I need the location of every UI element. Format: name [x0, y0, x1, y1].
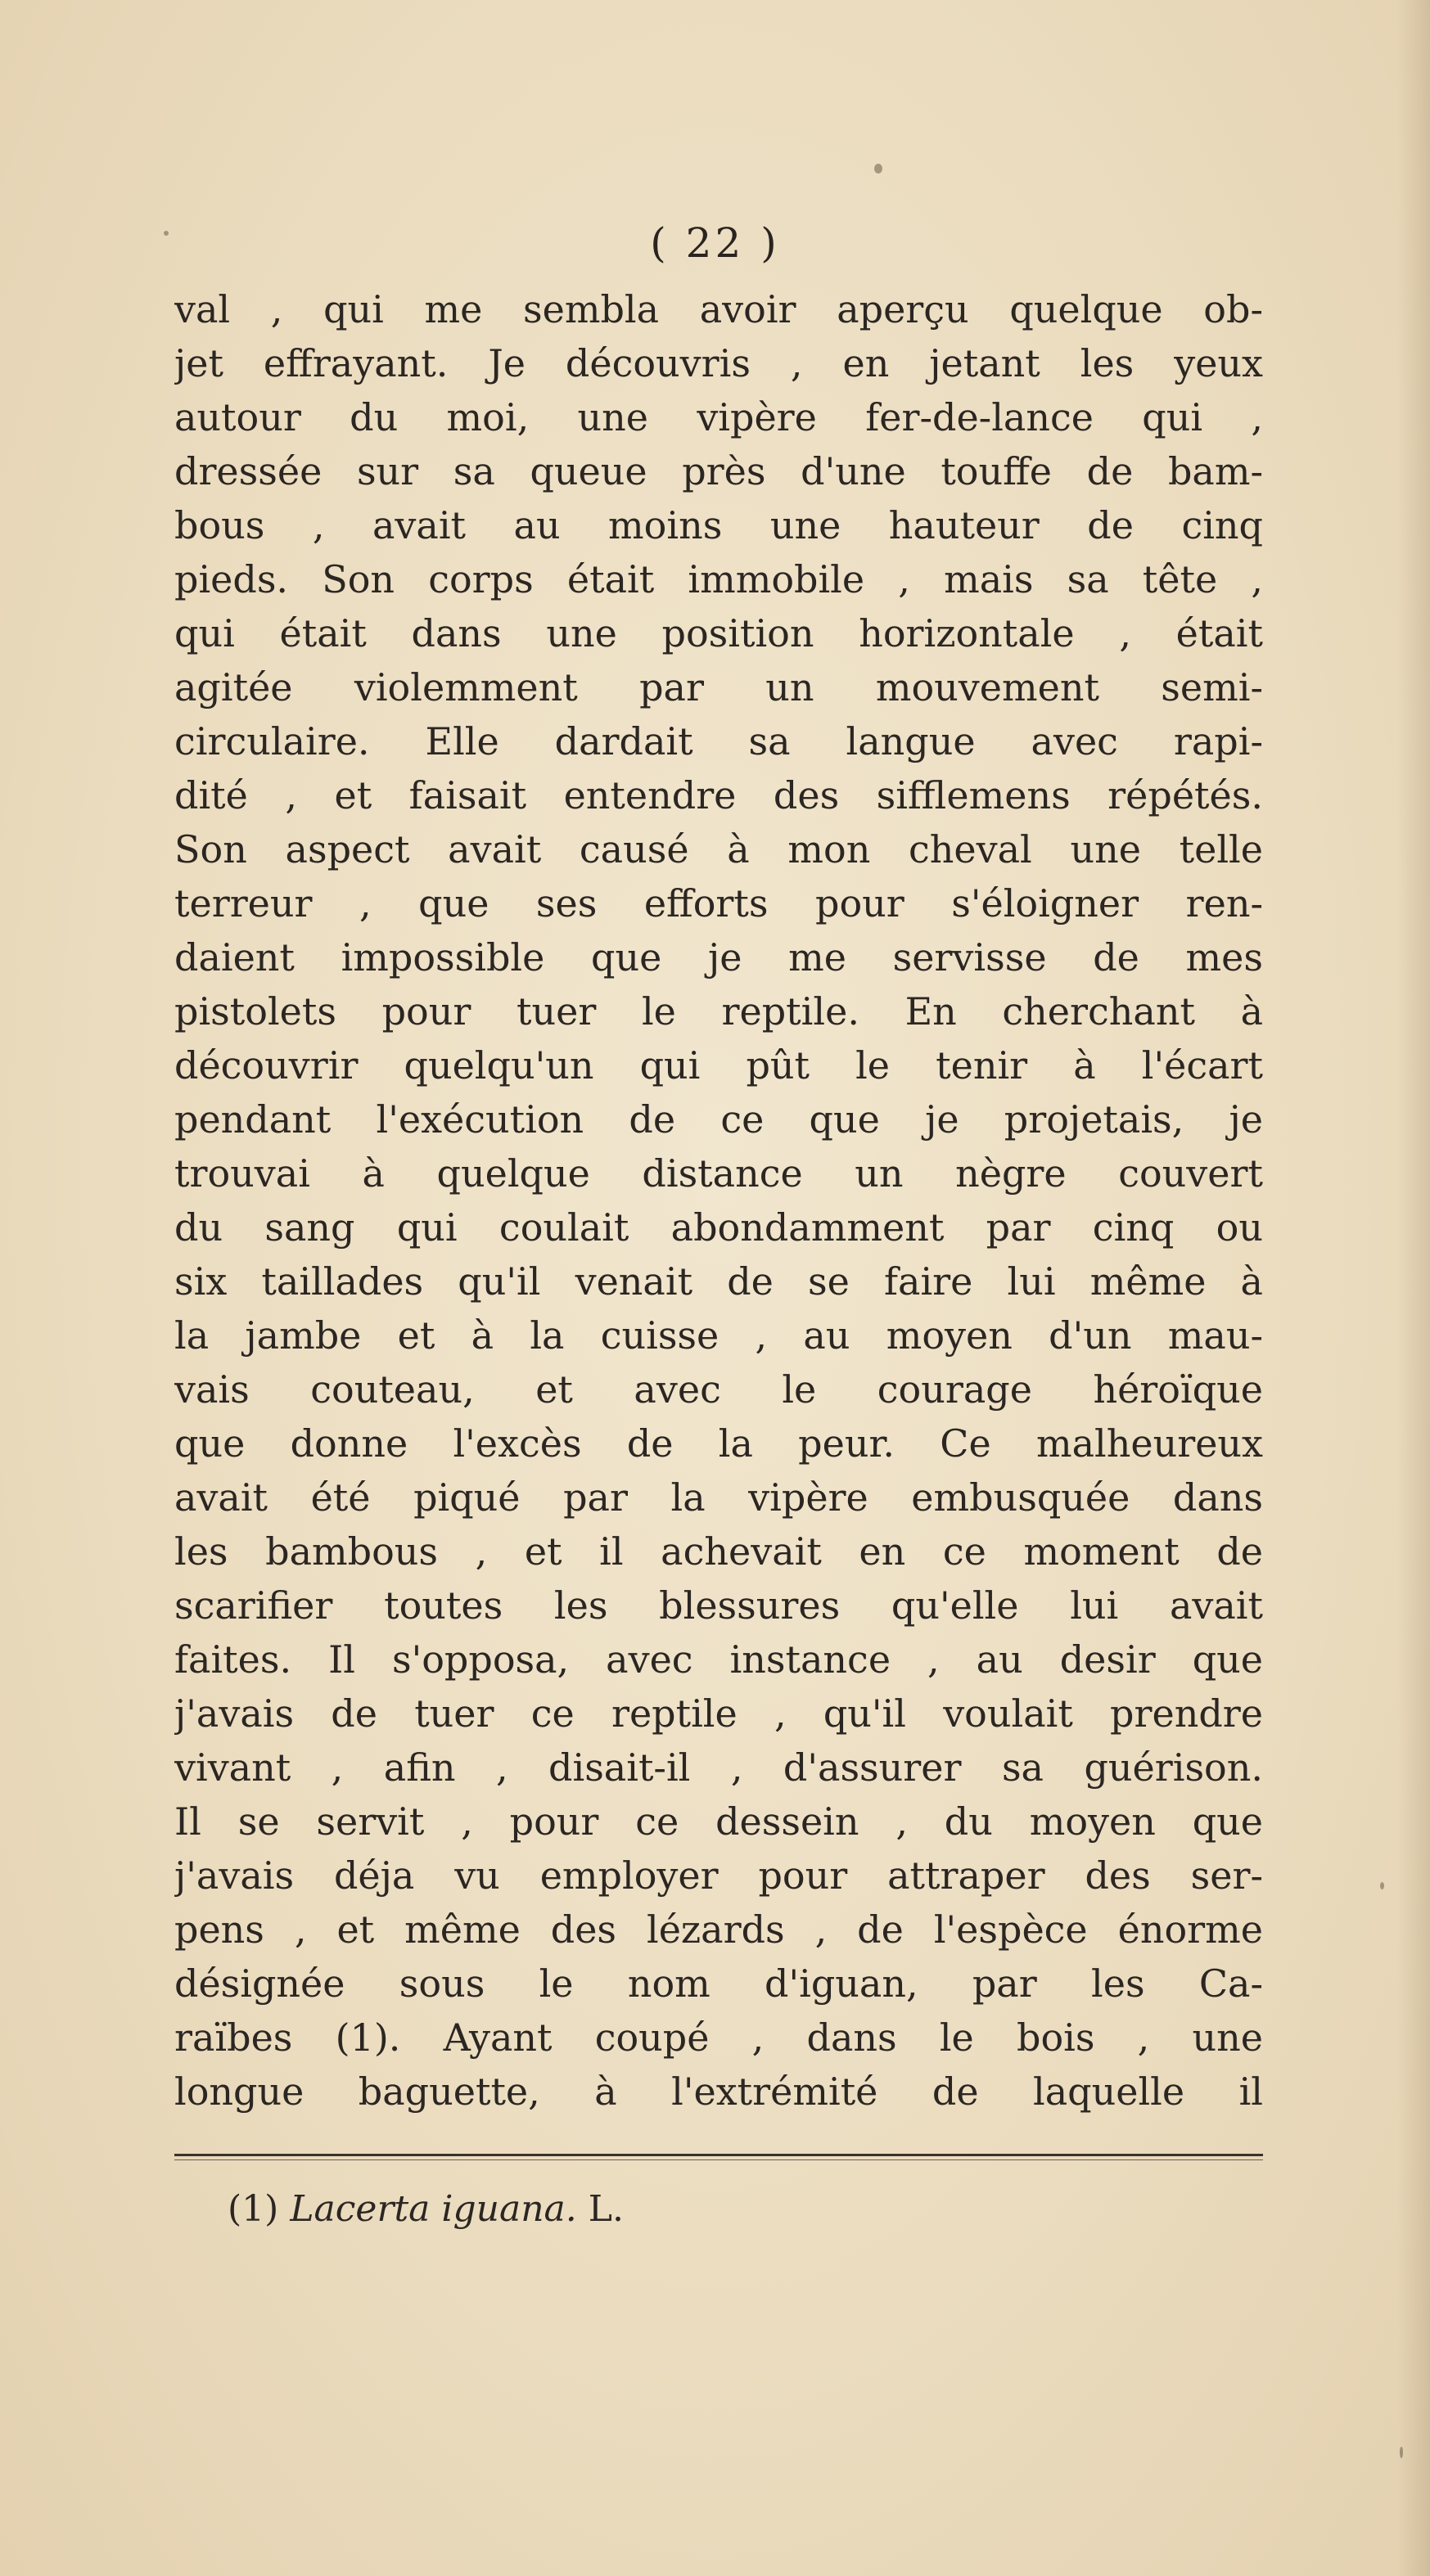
text-line: autour du moi, une vipère fer-de-lance qui ,: [174, 395, 1263, 439]
text-line: pistolets pour tuer le reptile. En cherchant à: [174, 989, 1263, 1034]
text-line: pendant l'exécution de ce que je projetais, je: [174, 1097, 1263, 1142]
text-line: raïbes (1). Ayant coupé , dans le bois , une: [174, 2015, 1263, 2060]
text-line: les bambous , et il achevait en ce moment de: [174, 1529, 1263, 1574]
text-line: dité , et faisait entendre des sifflemens répétés.: [174, 773, 1263, 817]
text-line: découvrir quelqu'un qui pût le tenir à l'écart: [174, 1043, 1263, 1088]
text-line: vais couteau, et avec le courage héroïque: [174, 1367, 1263, 1412]
paper-speck: [164, 231, 169, 236]
paper-speck: [1400, 2447, 1403, 2458]
footnote: [228, 2185, 624, 2234]
text-line: circulaire. Elle dardait sa langue avec rapi-: [174, 719, 1263, 763]
footnote-rule: [174, 2154, 1263, 2156]
text-line: vivant , afin , disait-il , d'assurer sa guérison.: [174, 1745, 1263, 1790]
text-line: val , qui me sembla avoir aperçu quelque ob-: [174, 287, 1263, 331]
text-line: pens , et même des lézards , de l'espèce énorme: [174, 1907, 1263, 1952]
footnote-latin-name: Lacerta iguana.: [290, 2188, 577, 2230]
paper-speck: [874, 164, 882, 173]
text-line: agitée violemment par un mouvement semi-: [174, 665, 1263, 709]
text-line: qui était dans une position horizontale , était: [174, 611, 1263, 655]
text-line: six taillades qu'il venait de se faire lui même à: [174, 1259, 1263, 1304]
text-line: la jambe et à la cuisse , au moyen d'un mau-: [174, 1313, 1263, 1358]
text-line: terreur , que ses efforts pour s'éloigner ren-: [174, 881, 1263, 925]
footnote-abbreviation: L.: [588, 2188, 624, 2230]
text-line: avait été piqué par la vipère embusquée dans: [174, 1475, 1263, 1520]
text-line: faites. Il s'opposa, avec instance , au desir que: [174, 1637, 1263, 1682]
text-line: du sang qui coulait abondamment par cinq ou: [174, 1205, 1263, 1250]
text-line: dressée sur sa queue près d'une touffe de bam-: [174, 449, 1263, 493]
text-line: longue baguette, à l'extrémité de laquelle il: [174, 2069, 1263, 2114]
text-line: j'avais de tuer ce reptile , qu'il voulait prendre: [174, 1691, 1263, 1736]
text-line: Son aspect avait causé à mon cheval une telle: [174, 827, 1263, 871]
page-number: ( 22 ): [650, 219, 780, 267]
text-line: désignée sous le nom d'iguan, par les Ca-: [174, 1961, 1263, 2006]
page-edge-shadow: [1397, 0, 1430, 2576]
text-line: trouvai à quelque distance un nègre couvert: [174, 1151, 1263, 1196]
text-line: j'avais déja vu employer pour attraper des ser-: [174, 1853, 1263, 1898]
paper-speck: [1380, 1882, 1384, 1889]
text-line: jet effrayant. Je découvris , en jetant les yeux: [174, 341, 1263, 385]
text-line: bous , avait au moins une hauteur de cinq: [174, 503, 1263, 547]
footnote-marker: (1): [228, 2188, 279, 2230]
body-text: [174, 282, 1263, 2119]
footnote-rule-thin: [174, 2159, 1263, 2160]
text-line: daient impossible que je me servisse de mes: [174, 935, 1263, 980]
text-line: scarifier toutes les blessures qu'elle lui avait: [174, 1583, 1263, 1628]
text-line: pieds. Son corps était immobile , mais sa tête ,: [174, 557, 1263, 601]
text-line: Il se servit , pour ce dessein , du moyen que: [174, 1799, 1263, 1844]
text-line: que donne l'excès de la peur. Ce malheureux: [174, 1421, 1263, 1466]
